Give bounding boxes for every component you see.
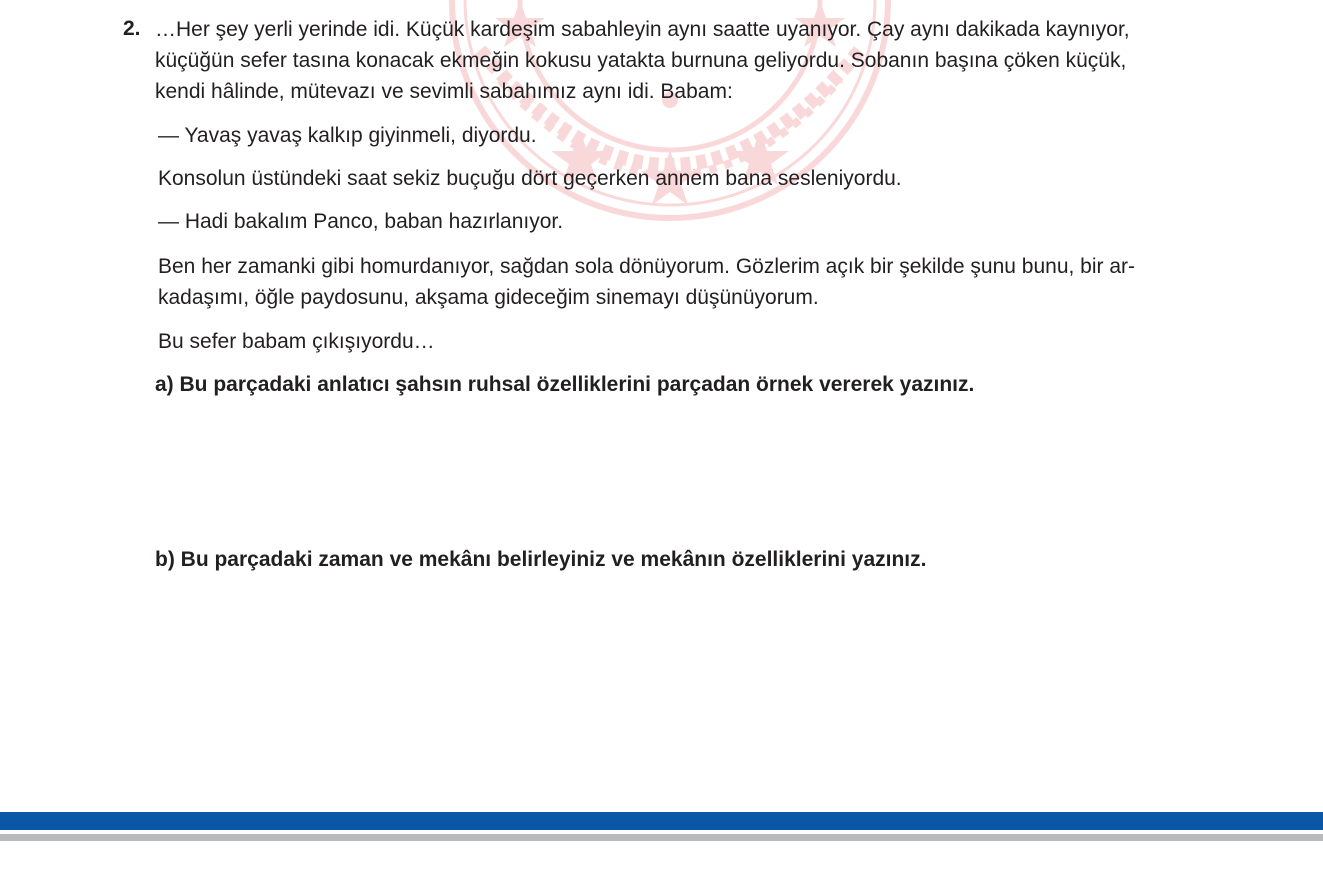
- intro-line-2: küçüğün sefer tasına konacak ekmeğin kokusu yatakta burnuna geliyordu. Sobanın başına çöken küçük,: [155, 49, 1127, 72]
- intro-line-3: kendi hâlinde, mütevazı ve sevimli sabahımız aynı idi. Babam:: [155, 80, 733, 103]
- sub-question-b: b) Bu parçadaki zaman ve mekânı belirleyiniz ve mekânın özelliklerini yazınız.: [155, 548, 927, 571]
- intro-line-1: …Her şey yerli yerinde idi. Küçük kardeşim sabahleyin aynı saatte uyanıyor. Çay aynı dakikada kaynıyor,: [155, 18, 1130, 41]
- paragraph-3-line-2: kadaşımı, öğle paydosunu, akşama gideceğim sinemayı düşünüyorum.: [158, 286, 819, 309]
- paragraph-3-line-1: Ben her zamanki gibi homurdanıyor, sağdan sola dönüyorum. Gözlerim açık bir şekilde şunu bunu, bir ar-: [158, 255, 1136, 278]
- dialogue-line-2: — Hadi bakalım Panco, baban hazırlanıyor.: [158, 210, 564, 233]
- dialogue-line-1: — Yavaş yavaş kalkıp giyinmeli, diyordu.: [158, 124, 537, 147]
- question-number: 2.: [123, 17, 141, 40]
- sub-question-a: a) Bu parçadaki anlatıcı şahsın ruhsal özelliklerini parçadan örnek vererek yazınız.: [155, 373, 975, 396]
- footer-gray-band: [0, 834, 1323, 841]
- paragraph-4: Bu sefer babam çıkışıyordu…: [158, 330, 435, 353]
- paragraph-2: Konsolun üstündeki saat sekiz buçuğu dört geçerken annem bana sesleniyordu.: [158, 167, 902, 190]
- footer-blue-band: [0, 812, 1323, 830]
